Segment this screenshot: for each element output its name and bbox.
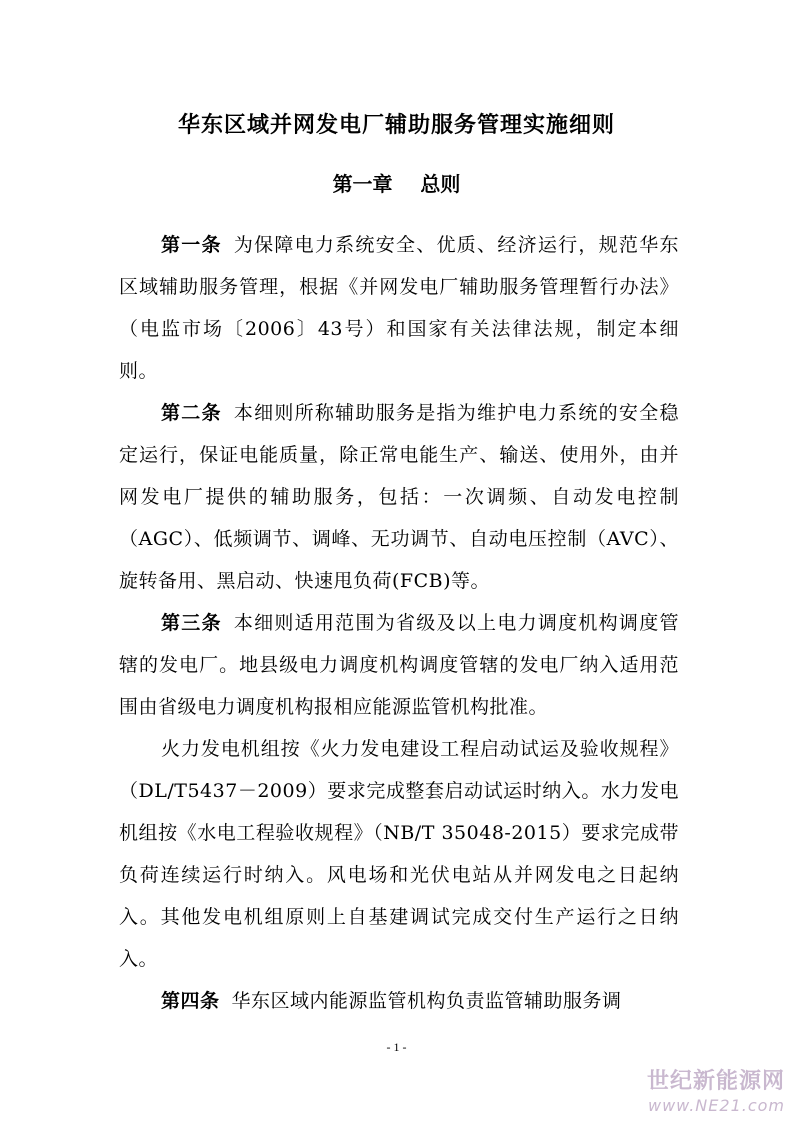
document-title: 华东区域并网发电厂辅助服务管理实施细则 — [177, 113, 615, 138]
chapter-heading: 第一章 总则 — [332, 172, 461, 196]
article-2-text: 本细则所称辅助服务是指为维护电力系统的安全稳定运行，保证电能质量，除正常电能生产、输送、使用外，由并网发电厂提供的辅助服务，包括：一次调频、自动发电控制（AGC）、低频调节、调峰、无功调节、自动电压控制（AVC）、旋转备用、黑启动、快速甩负荷(FCB)等。 — [119, 402, 679, 592]
page-number: - 1 - — [386, 1040, 407, 1054]
article-4-label: 第四条 — [161, 990, 220, 1012]
article-2-label: 第二条 — [161, 402, 222, 424]
article-4-text: 华东区域内能源监管机构负责监管辅助服务调 — [231, 990, 622, 1012]
article-4-paragraph — [119, 980, 679, 1022]
document-body — [119, 224, 679, 1022]
article-3-continuation-paragraph — [119, 728, 679, 980]
watermark-site-url: www.NE21.com — [647, 1096, 785, 1115]
article-3-continuation-text: 火力发电机组按《火力发电建设工程启动试运及验收规程》（DL/T5437－2009）要求完成整套启动试运时纳入。水力发电机组按《水电工程验收规程》（NB/T 35048-2015）要求完成带负荷连续运行时纳入。风电场和光伏电站从并网发电之日起纳入。其他发电机组原则上自基建调试完成交付生产运行之日纳入。 — [119, 738, 679, 970]
article-2-paragraph — [119, 392, 679, 602]
watermark-site-name: 世纪新能源网 — [646, 1069, 785, 1094]
article-1-text: 为保障电力系统安全、优质、经济运行，规范华东区域辅助服务管理，根据《并网发电厂辅助服务管理暂行办法》（电监市场〔2006〕43号）和国家有关法律法规，制定本细则。 — [119, 234, 679, 382]
article-3-text: 本细则适用范围为省级及以上电力调度机构调度管辖的发电厂。地县级电力调度机构调度管辖的发电厂纳入适用范围由省级电力调度机构报相应能源监管机构批准。 — [119, 612, 679, 718]
article-1-label: 第一条 — [161, 234, 222, 256]
site-watermark — [610, 1068, 785, 1116]
article-3-label: 第三条 — [161, 612, 222, 634]
article-1-paragraph — [119, 224, 679, 392]
article-3-paragraph — [119, 602, 679, 728]
